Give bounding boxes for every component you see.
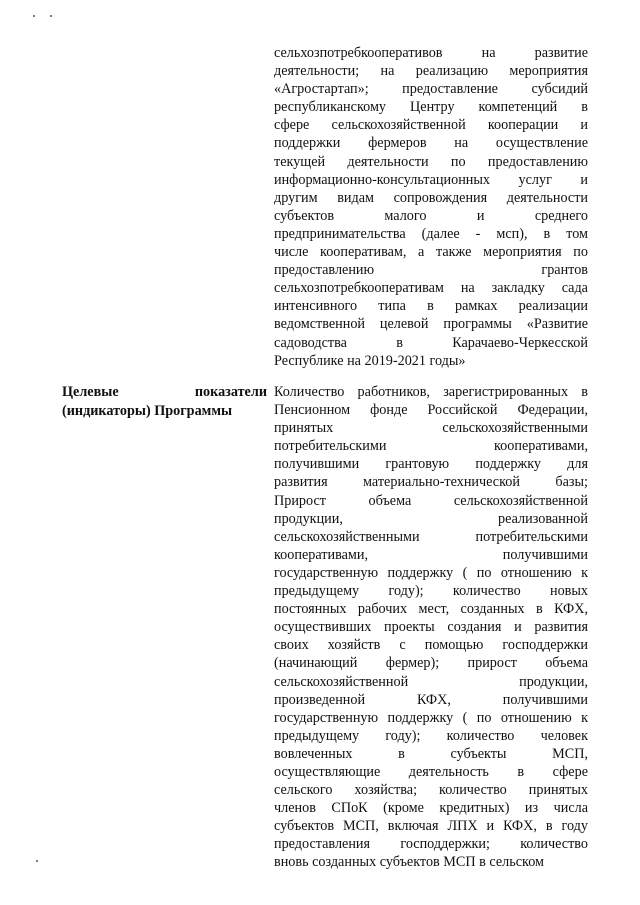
- text-line: предоставления господдержки; количество: [274, 836, 588, 853]
- text-line: государственную поддержку ( по отношению к: [274, 564, 588, 581]
- text-line: произведенной КФХ, получившими: [274, 691, 588, 708]
- indicators-description: [274, 383, 588, 872]
- text-line: субъектов МСП, включая ЛПХ и КФХ, в году: [274, 818, 588, 835]
- text-line: сфере сельскохозяйственной кооперации и: [274, 117, 588, 134]
- text-line: предыдущему году); количество человек: [274, 727, 588, 744]
- text-line: садоводства в Карачаево-Черкесской: [274, 334, 588, 351]
- text-line: Количество работников, зарегистрированных в: [274, 384, 588, 400]
- text-line: сельхозпотребкооперативов на развитие: [274, 45, 588, 61]
- text-line: республиканскому Центру компетенций в: [274, 99, 588, 116]
- text-line: сельского хозяйства; количество принятых: [274, 782, 588, 799]
- text-line: развития материально-технической базы;: [274, 474, 588, 491]
- label-text-line: Целевые показатели: [62, 384, 267, 400]
- text-line: Прирост объема сельскохозяйственной: [274, 492, 588, 509]
- text-line: Республике на 2019-2021 годы»: [274, 352, 466, 369]
- text-line: осуществивших проекты создания и развития: [274, 619, 588, 636]
- text-line: предыдущему году); количество новых: [274, 583, 588, 600]
- text-line: сельскохозяйственными потребительскими: [274, 528, 588, 545]
- text-line: принятых сельскохозяйственными: [274, 420, 588, 437]
- activities-description: [274, 44, 588, 370]
- text-line: числе кооперативам, а также мероприятия по: [274, 244, 588, 261]
- text-line: субъектов малого и среднего: [274, 207, 588, 224]
- text-line: вновь созданных субъектов МСП в сельском: [274, 854, 544, 871]
- text-line: текущей деятельности по предоставлению: [274, 153, 588, 170]
- text-line: ведомственной целевой программы «Развитие: [274, 316, 588, 333]
- indicators-label: [62, 383, 267, 421]
- text-line: деятельности; на реализацию мероприятия: [274, 63, 588, 80]
- text-line: потребительскими кооперативами,: [274, 438, 588, 455]
- text-line: своих хозяйств с помощью господдержки: [274, 637, 588, 654]
- text-line: сельскохозяйственной продукции,: [274, 673, 588, 690]
- text-line: кооперативами, получившими: [274, 546, 588, 563]
- label-text-line: (индикаторы) Программы: [62, 403, 233, 419]
- text-line: «Агростартап»; предоставление субсидий: [274, 81, 588, 98]
- text-line: (начинающий фермер); прирост объема: [274, 655, 588, 672]
- text-line: членов СПоК (кроме кредитных) из числа: [274, 800, 588, 817]
- text-line: предоставлению грантов: [274, 262, 588, 279]
- text-line: получившими грантовую поддержку для: [274, 456, 588, 473]
- text-line: осуществляющие деятельность в сфере: [274, 763, 588, 780]
- text-line: постоянных рабочих мест, созданных в КФХ,: [274, 601, 588, 618]
- text-line: поддержки фермеров на осуществление: [274, 135, 588, 152]
- text-line: информационно-консультационных услуг и: [274, 171, 588, 188]
- text-line: предпринимательства (далее - мсп), в том: [274, 225, 588, 242]
- text-line: продукции, реализованной: [274, 510, 588, 527]
- text-line: государственную поддержку ( по отношению к: [274, 709, 588, 726]
- text-line: сельхозпотребкооперативам на закладку сада: [274, 280, 588, 297]
- text-line: вовлеченных в субъекты МСП,: [274, 745, 588, 762]
- text-line: другим видам сопровождения деятельности: [274, 189, 588, 206]
- text-line: Пенсионном фонде Российской Федерации,: [274, 402, 588, 419]
- text-line: интенсивного типа в рамках реализации: [274, 298, 588, 315]
